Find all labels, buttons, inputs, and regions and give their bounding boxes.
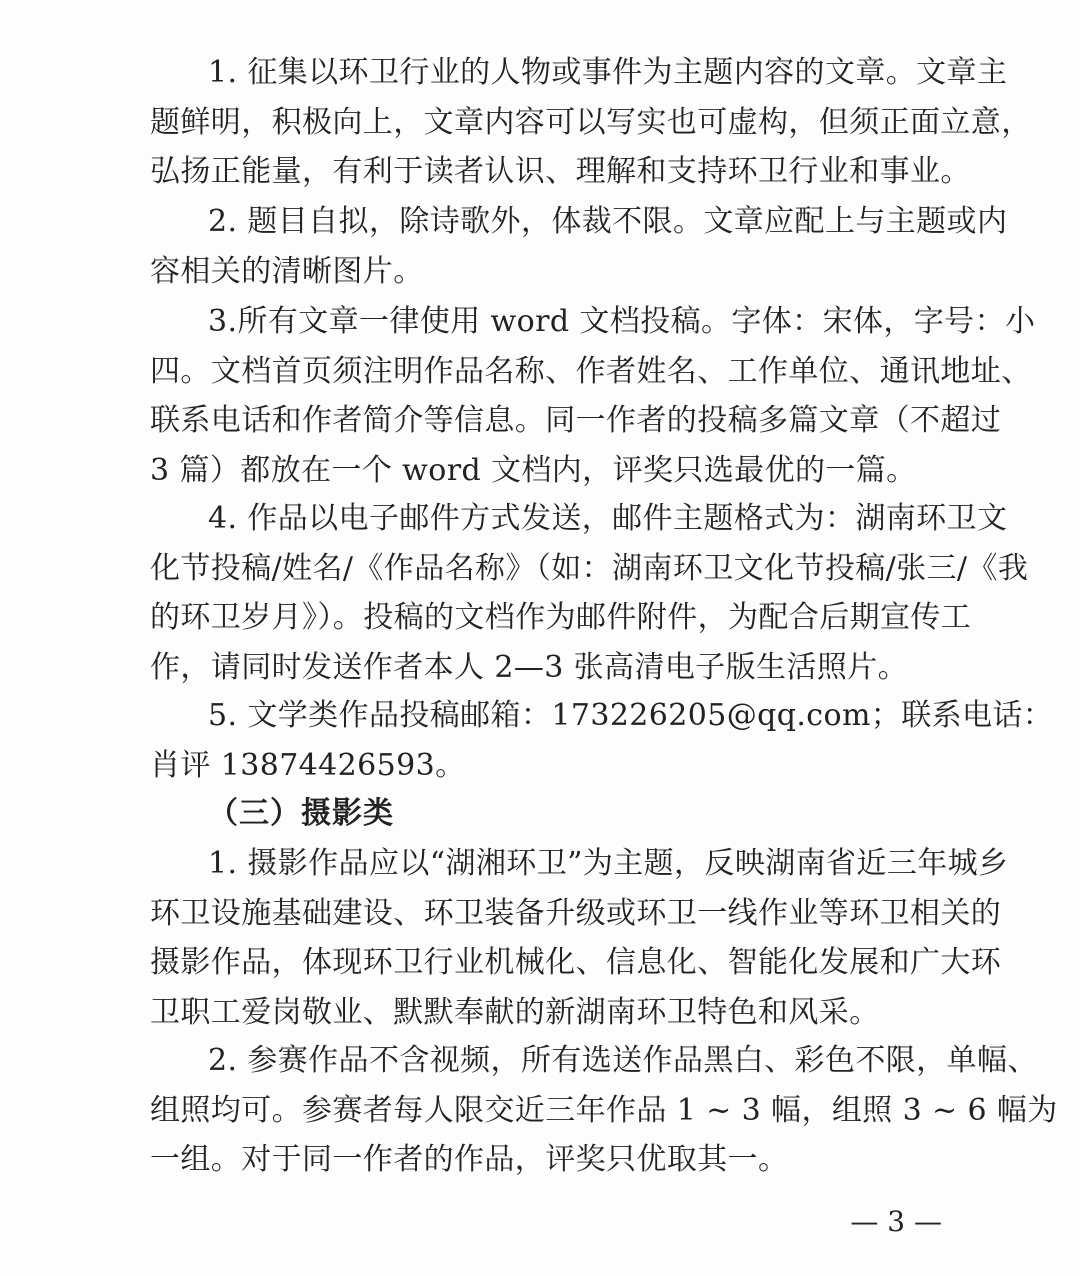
text-line: 题鲜明，积极向上，文章内容可以写实也可虚构，但须正面立意， xyxy=(150,104,1032,140)
text-line: 1. 征集以环卫行业的人物或事件为主题内容的文章。文章主 xyxy=(208,55,1008,90)
text-line: 5. 文学类作品投稿邮箱：173226205@qq.com；联系电话： xyxy=(208,698,1054,733)
text-line: 肖评 13874426593。 xyxy=(150,747,466,783)
text-line: 4. 作品以电子邮件方式发送，邮件主题格式为：湖南环卫文 xyxy=(208,501,1008,536)
text-line: 容相关的清晰图片。 xyxy=(150,253,424,289)
text-line: 3 篇）都放在一个 word 文档内，评奖只选最优的一篇。 xyxy=(150,452,917,488)
paragraph-contact-info xyxy=(150,691,1054,790)
text-line: 3.所有文章一律使用 word 文档投稿。字体：宋体，字号：小 xyxy=(208,304,1036,339)
paragraph-title-genre xyxy=(150,197,1008,296)
text-line: 的环卫岁月》）。投稿的文档作为邮件附件，为配合后期宣传工 xyxy=(150,600,972,635)
text-line: 四。文档首页须注明作品名称、作者姓名、工作单位、通讯地址、 xyxy=(150,353,1032,389)
text-line: 作，请同时发送作者本人 2—3 张高清电子版生活照片。 xyxy=(150,649,909,685)
paragraph-photography-theme xyxy=(150,839,1009,1037)
text-line: 联系电话和作者简介等信息。同一作者的投稿多篇文章（不超过 xyxy=(150,403,1002,438)
paragraph-entry-rules xyxy=(150,1036,1058,1185)
paragraph-word-format xyxy=(150,297,1036,495)
text-line: 化节投稿/姓名/《作品名称》（如：湖南环卫文化节投稿/张三/《我 xyxy=(150,550,1029,586)
text-line: 卫职工爱岗敬业、默默奉献的新湖南环卫特色和风采。 xyxy=(150,994,880,1030)
section-heading-photography: （三）摄影类 xyxy=(208,796,394,831)
text-line: 弘扬正能量，有利于读者认识、理解和支持环卫行业和事业。 xyxy=(150,154,971,189)
page-number: — 3 — xyxy=(850,1205,942,1238)
text-line: 2. 题目自拟，除诗歌外，体裁不限。文章应配上与主题或内 xyxy=(208,204,1008,239)
text-line: 2. 参赛作品不含视频，所有选送作品黑白、彩色不限，单幅、 xyxy=(208,1043,1038,1078)
text-line: 组照均可。参赛者每人限交近三年作品 1 ~ 3 幅，组照 3 ~ 6 幅为 xyxy=(150,1092,1058,1128)
text-line: 环卫设施基础建设、环卫装备升级或环卫一线作业等环卫相关的 xyxy=(150,895,1002,931)
paragraph-article-theme xyxy=(150,48,1032,197)
paragraph-email-submission xyxy=(150,494,1029,692)
text-line: 1. 摄影作品应以“湖湘环卫”为主题，反映湖南省近三年城乡 xyxy=(208,846,1009,881)
text-line: 摄影作品，体现环卫行业机械化、信息化、智能化发展和广大环 xyxy=(150,945,1002,980)
text-line: 一组。对于同一作者的作品，评奖只优取其一。 xyxy=(150,1142,789,1177)
